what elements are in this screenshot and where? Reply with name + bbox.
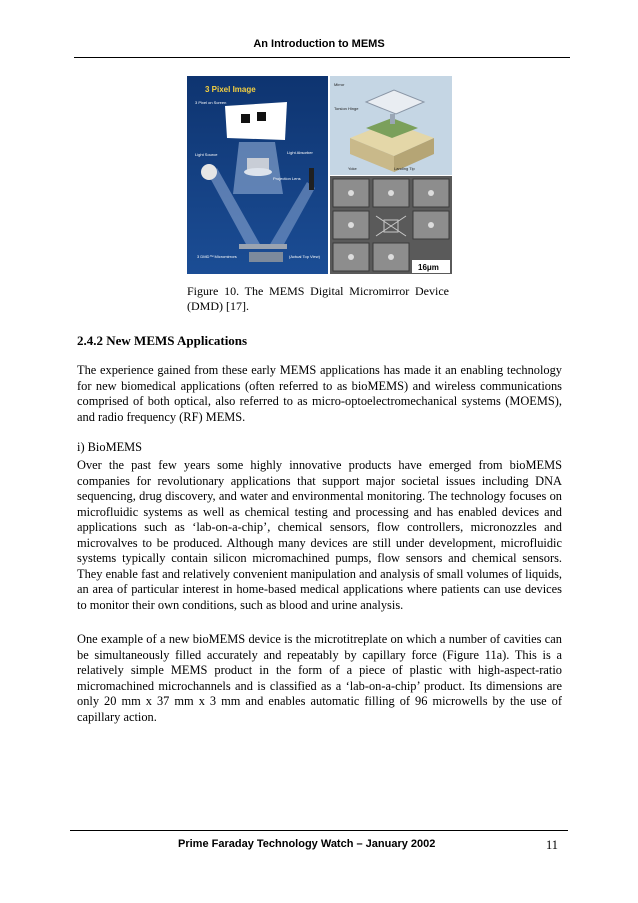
figure-dlp-projection-diagram [187, 76, 328, 274]
label-yoke: Yoke [348, 166, 357, 171]
label-torsion-hinge: Torsion Hinge [334, 106, 359, 111]
figure-panel-title: 3 Pixel Image [205, 85, 256, 94]
running-header: An Introduction to MEMS [253, 38, 385, 50]
figure-sem-micrograph [330, 176, 452, 274]
page-number: 11 [546, 838, 558, 852]
label-light-absorber: Light Absorber [287, 150, 313, 155]
header-rule [74, 57, 570, 58]
section-heading: 2.4.2 New MEMS Applications [77, 333, 248, 348]
screen-pixel-2 [257, 112, 266, 121]
label-landing-tip: Landing Tip [394, 166, 415, 171]
mirror-post [390, 114, 395, 124]
label-mirror: Mirror [334, 82, 345, 87]
biomems-paragraph-2: One example of a new bioMEMS device is the microtitreplate on which a number of cavities can be simultaneously filled accurately and repeatably by capillary force (Figure 11a). This is a relatively simple MEMS product in the form of a piece of plastic with high-aspect-ratio micromachined microchannels and is classified as a ‘lab-on-a-chip’ product. Its dimensions are only 20 mm x 37 mm x 3 mm and enables automatic filling of 96 microwells by the use of capillary action. [77, 632, 562, 724]
label-projection-lens: Projection Lens [273, 176, 301, 181]
dlp-diagram-graphic [187, 76, 328, 274]
figure-caption: Figure 10. The MEMS Digital Micromirror Device (DMD) [17]. [187, 284, 449, 313]
label-light-source: Light Source [195, 152, 218, 157]
label-pixel-on-screen: 3 Pixel on Screen [195, 100, 227, 105]
label-actual-top-view: (Actual Top View) [289, 254, 320, 259]
footer-rule [70, 830, 568, 831]
scale-bar-label: 16μm [418, 263, 439, 272]
sem-micrograph-graphic [330, 176, 452, 274]
micromirror-base [239, 244, 287, 249]
light-absorber [309, 168, 314, 190]
light-source-lamp [201, 164, 217, 180]
label-dmd-micromirrors: 3 DMD™ Micromirrors [197, 254, 237, 259]
projection-screen [225, 102, 287, 140]
micromirror-top-view [249, 252, 283, 262]
subsection-heading-biomems: i) BioMEMS [77, 440, 143, 454]
intro-paragraph: The experience gained from these early MEMS applications has made it an enabling technology for new biomedical applications (often referred to as bioMEMS) and wireless communications comprised of both optical, also referred to as micro-optoelectromechanical systems (MOEMS), and radio frequency (RF) MEMS. [77, 363, 562, 424]
projection-lens-glass [244, 168, 272, 176]
screen-pixel-1 [241, 114, 250, 123]
mirror-cutaway-graphic [330, 76, 452, 175]
biomems-paragraph-1: Over the past few years some highly innovative products have emerged from bioMEMS companies for revolutionary applications that support major societal issues including DNA sequencing, drug discovery, and water and environmental monitoring. The technology focuses on microfluidic systems as well as chemical testing and processing and has enabled devices and applications such as ‘lab-on-a-chip’, chemical sensors, flow controllers, micronozzles and microvalves to be produced. Although many devices are still under development, microfluidic systems typically contain silicon micromachined pumps, flow sensors and chemical sensors. They enable fast and relatively convenient manipulation and analysis of small volumes of liquids, an area of particular interest in home-based medical applications where patients can use devices to monitor their own conditions, such as blood and urine analysis. [77, 458, 562, 612]
running-footer: Prime Faraday Technology Watch – January 2002 [178, 838, 436, 850]
figure-mirror-cutaway [330, 76, 452, 175]
